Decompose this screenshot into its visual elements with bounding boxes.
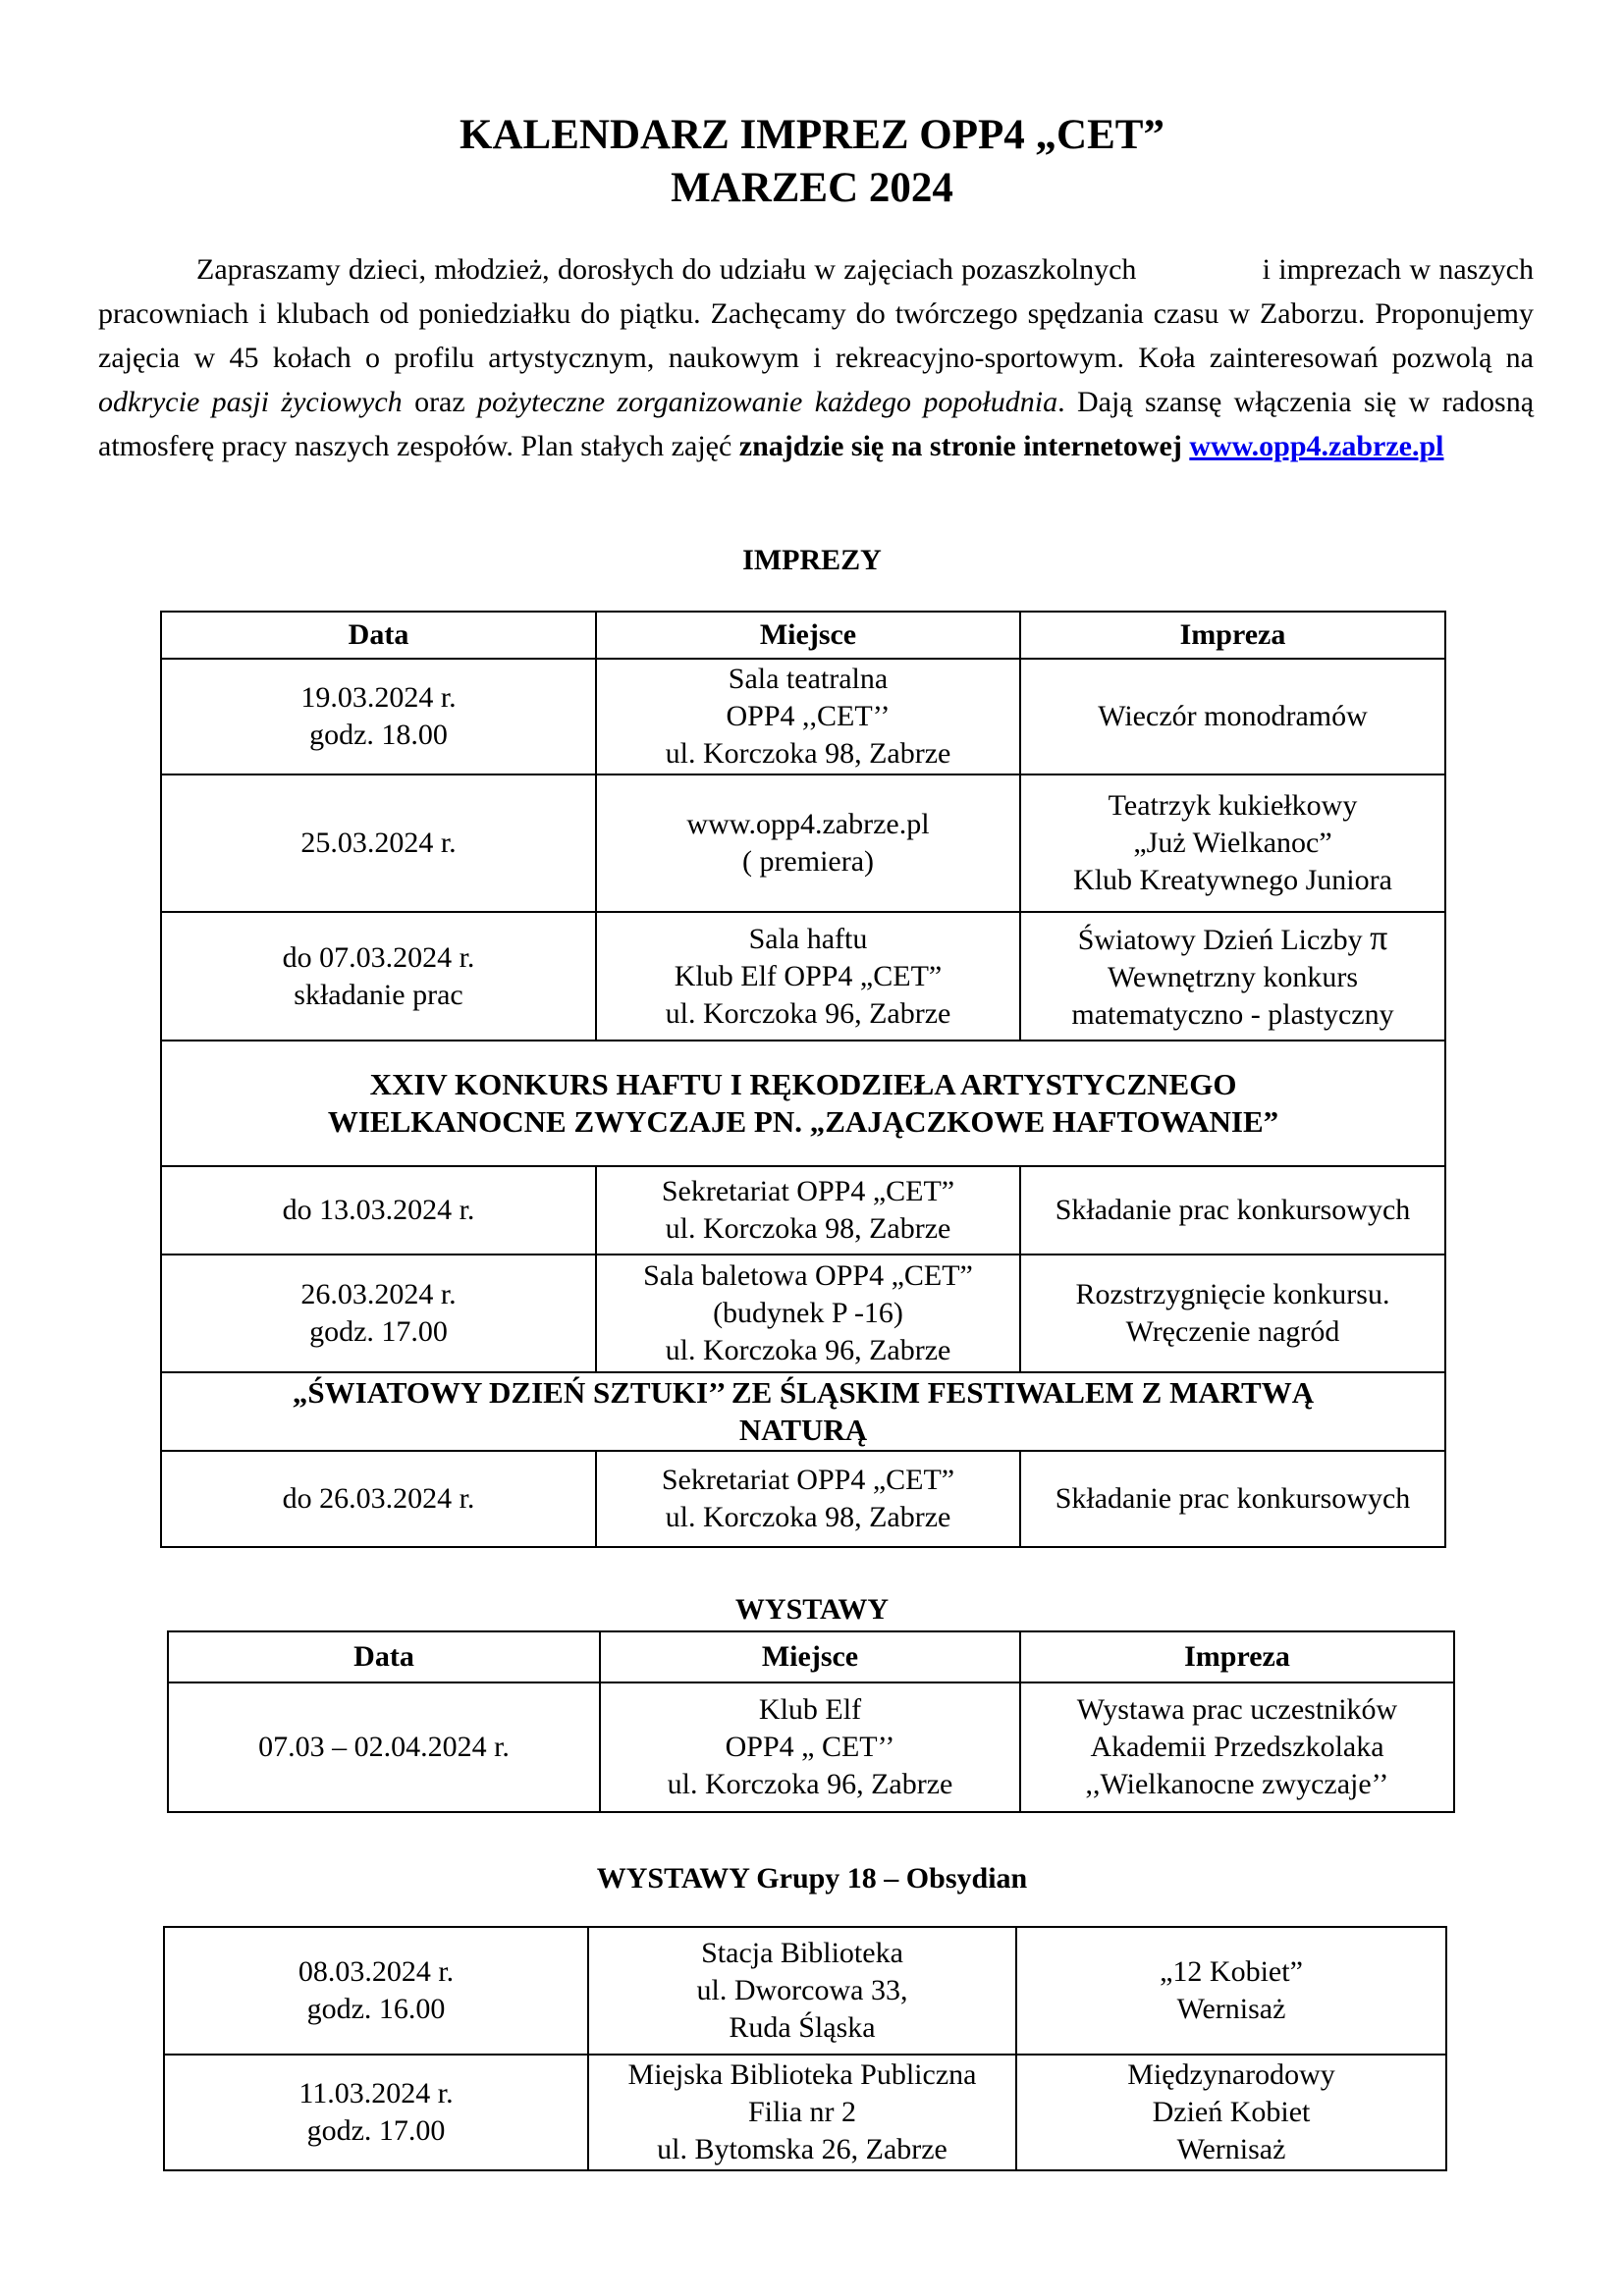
date-cell: 07.03 – 02.04.2024 r. [168, 1682, 600, 1812]
art-day-banner: „ŚWIATOWY DZIEŃ SZTUKI’’ ZE ŚLĄSKIM FESTIWALEM Z MARTWĄ NATURĄ [161, 1372, 1445, 1451]
header-date: Data [168, 1631, 600, 1682]
contest-banner: XXIV KONKURS HAFTU I RĘKODZIEŁA ARTYSTYCZNEGO WIELKANOCNE ZWYCZAJE PN. „ZAJĄCZKOWE HAFTOWANIE” [161, 1041, 1445, 1166]
pi-symbol: π [1370, 918, 1388, 957]
place-cell: Sekretariat OPP4 „CET” ul. Korczoka 98, Zabrze [596, 1166, 1020, 1255]
table-row [161, 1166, 1445, 1255]
place-cell: Klub Elf OPP4 „ CET’’ ul. Korczoka 96, Zabrze [600, 1682, 1020, 1812]
website-link[interactable]: www.opp4.zabrze.pl [1189, 430, 1444, 462]
table-row [164, 2055, 1446, 2170]
event-cell: „12 Kobiet” Wernisaż [1016, 1927, 1446, 2055]
intro-text-4: . Dają szansę włączenia się w radosną atmosferę pracy naszych zespołów. Plan stałych zajęć [98, 386, 1535, 462]
page-subtitle: MARZEC 2024 [671, 165, 953, 211]
event-cell: Międzynarodowy Dzień Kobiet Wernisaż [1016, 2055, 1446, 2170]
date-cell: 08.03.2024 r. godz. 16.00 [164, 1927, 588, 2055]
place-cell: Stacja Biblioteka ul. Dworcowa 33, Ruda Śląska [588, 1927, 1016, 2055]
event-cell: Rozstrzygnięcie konkursu. Wręczenie nagród [1020, 1255, 1445, 1372]
banner-row [161, 1041, 1445, 1166]
event-cell: Światowy Dzień Liczby π Wewnętrzny konkurs matematyczno - plastyczny [1020, 912, 1445, 1041]
intro-text-2: i imprezach w naszych pracowniach i klubach od poniedziałku do piątku. Zachęcamy do twórczego spędzania czasu w Zaborzu. Proponujemy zajęcia w 45 kołach o profilu artystycznym, naukowym i rekreacyjno-sportowym. Koła zainteresowań pozwolą na [98, 253, 1534, 374]
place-cell: Sala teatralna OPP4 ,,CET’’ ul. Korczoka 98, Zabrze [596, 659, 1020, 774]
table-row [161, 774, 1445, 912]
intro-text-3: oraz [414, 386, 465, 418]
intro-paragraph [98, 247, 1534, 468]
date-cell: do 13.03.2024 r. [161, 1166, 596, 1255]
event-cell: Składanie prac konkursowych [1020, 1166, 1445, 1255]
date-cell: 26.03.2024 r. godz. 17.00 [161, 1255, 596, 1372]
place-cell: Miejska Biblioteka Publiczna Filia nr 2 ul. Bytomska 26, Zabrze [588, 2055, 1016, 2170]
banner-row [161, 1372, 1445, 1451]
date-cell: do 07.03.2024 r. składanie prac [161, 912, 596, 1041]
page-title: KALENDARZ IMPREZ OPP4 „CET” [460, 112, 1164, 158]
wystawy-heading: WYSTAWY [734, 1593, 890, 1626]
header-event: Impreza [1020, 1631, 1454, 1682]
wystawy-table [167, 1630, 1455, 1813]
intro-bold: znajdzie się na stronie internetowej [738, 430, 1182, 462]
intro-text-1: Zapraszamy dzieci, młodzież, dorosłych do udziału w zajęciach pozaszkolnych [196, 253, 1137, 286]
date-cell: 11.03.2024 r. godz. 17.00 [164, 2055, 588, 2170]
place-cell: Sala haftu Klub Elf OPP4 „CET” ul. Korczoka 96, Zabrze [596, 912, 1020, 1041]
table-header-row [168, 1631, 1454, 1682]
place-cell: Sala baletowa OPP4 „CET” (budynek P -16) ul. Korczoka 96, Zabrze [596, 1255, 1020, 1372]
table-row [164, 1927, 1446, 2055]
event-cell: Teatrzyk kukiełkowy „Już Wielkanoc” Klub Kreatywnego Juniora [1020, 774, 1445, 912]
event-cell: Składanie prac konkursowych [1020, 1451, 1445, 1547]
table-header-row [161, 612, 1445, 659]
place-cell: www.opp4.zabrze.pl ( premiera) [596, 774, 1020, 912]
header-place: Miejsce [596, 612, 1020, 659]
intro-emphasis-2: pożyteczne zorganizowanie każdego popołudnia [477, 386, 1058, 418]
place-cell: Sekretariat OPP4 „CET” ul. Korczoka 98, Zabrze [596, 1451, 1020, 1547]
imprezy-heading: IMPREZY [742, 544, 882, 576]
wystawy18-heading: WYSTAWY Grupy 18 – Obsydian [596, 1862, 1028, 1895]
table-row [161, 1451, 1445, 1547]
event-cell: Wystawa prac uczestników Akademii Przedszkolaka ,,Wielkanocne zwyczaje’’ [1020, 1682, 1454, 1812]
header-place: Miejsce [600, 1631, 1020, 1682]
header-date: Data [161, 612, 596, 659]
table-row [161, 912, 1445, 1041]
table-row [168, 1682, 1454, 1812]
date-cell: do 26.03.2024 r. [161, 1451, 596, 1547]
table-row [161, 659, 1445, 774]
date-cell: 25.03.2024 r. [161, 774, 596, 912]
header-event: Impreza [1020, 612, 1445, 659]
wystawy18-table [163, 1926, 1447, 2171]
date-cell: 19.03.2024 r. godz. 18.00 [161, 659, 596, 774]
imprezy-table [160, 611, 1446, 1548]
intro-emphasis-1: odkrycie pasji życiowych [98, 386, 403, 418]
event-cell: Wieczór monodramów [1020, 659, 1445, 774]
table-row [161, 1255, 1445, 1372]
